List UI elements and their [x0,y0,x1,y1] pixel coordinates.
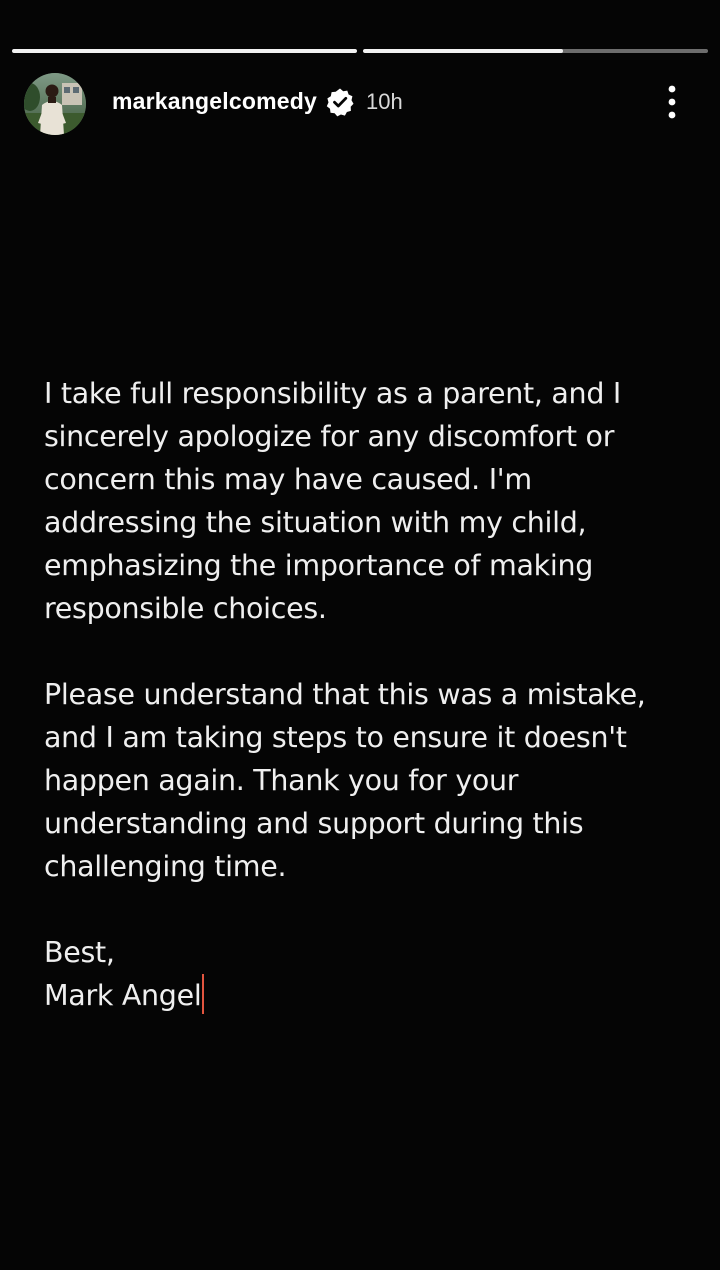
text-line: I take full responsibility as a parent, and I [44,377,621,410]
text-line: concern this may have caused. I'm [44,463,532,496]
signature-text: Mark Angel [44,979,202,1012]
story-header [0,70,720,136]
story-progress-fill [363,49,563,53]
text-line: responsible choices. [44,592,327,625]
verified-badge-icon [325,87,355,117]
message-paragraph-1 [44,372,684,630]
signature-line [44,974,684,1017]
story-progress-segment [363,49,708,53]
text-line: sincerely apologize for any discomfort or [44,420,615,453]
text-line: Please understand that this was a mistake, [44,678,646,711]
story-text-content [44,372,684,1060]
text-line: challenging time. [44,850,287,883]
username[interactable]: markangelcomedy [112,88,317,114]
story-progress-bars [12,49,708,53]
text-line: addressing the situation with my child, [44,506,587,539]
text-line: happen again. Thank you for your [44,764,519,797]
story-progress-segment [12,49,357,53]
text-line: and I am taking steps to ensure it doesn't [44,721,627,754]
text-cursor [202,974,204,1014]
message-signoff-block [44,931,684,1017]
avatar[interactable] [24,73,86,135]
text-line: emphasizing the importance of making [44,549,594,582]
avatar-image [24,73,86,135]
signoff-text: Best, [44,936,115,969]
post-time: 10h [366,89,403,114]
more-vertical-icon [652,82,692,122]
more-options-button[interactable] [652,82,692,122]
story-progress-fill [12,49,357,53]
text-line: understanding and support during this [44,807,584,840]
message-paragraph-2 [44,673,684,888]
